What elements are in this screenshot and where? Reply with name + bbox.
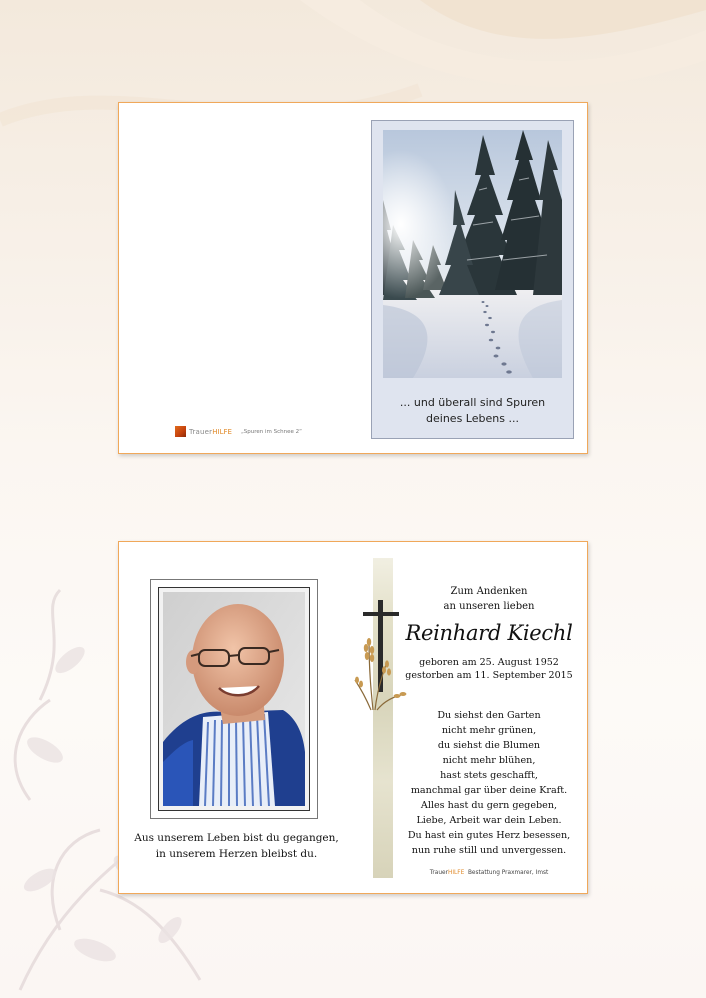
poem-line: Du siehst den Garten	[437, 710, 541, 721]
portrait-frame	[150, 579, 318, 819]
death-date: gestorben am 11. September 2015	[405, 670, 573, 681]
left-quote-line1: Aus unserem Leben bist du gegangen,	[134, 832, 339, 844]
intro-text	[404, 584, 574, 614]
intro-line1: Zum Andenken	[450, 586, 528, 597]
front-quote-line1: ... und überall sind Spuren	[399, 396, 546, 409]
memorial-card-front	[118, 102, 588, 454]
front-quote-line2: deines Lebens ...	[426, 412, 519, 425]
poem-line: Du hast ein gutes Herz besessen,	[407, 830, 571, 841]
poem-line: Liebe, Arbeit war dein Leben.	[416, 815, 562, 826]
snow-forest-photo	[383, 130, 562, 378]
memorial-poem	[404, 708, 574, 858]
poem-line: Alles hast du gern gegeben,	[420, 800, 558, 811]
intro-line2: an unseren lieben	[443, 601, 535, 612]
left-quote	[119, 830, 354, 862]
memorial-card-inside	[118, 541, 588, 894]
birth-date: geboren am 25. August 1952	[419, 657, 559, 668]
portrait-inner-frame	[158, 587, 310, 811]
life-dates	[404, 656, 574, 682]
poem-line: nicht mehr blühen,	[442, 755, 536, 766]
motif-caption: „Spuren im Schnee 2“	[240, 428, 302, 435]
logo-brand-accent: HILFE	[212, 427, 232, 436]
footer-brand-accent: HILFE	[447, 870, 465, 876]
poem-line: manchmal gar über deine Kraft.	[410, 785, 568, 796]
card-footer	[404, 870, 574, 876]
logo-icon	[175, 426, 186, 437]
poem-line: hast stets geschafft,	[440, 770, 538, 781]
poem-line: nun ruhe still und unvergessen.	[411, 845, 567, 856]
left-quote-line2: in unserem Herzen bleibst du.	[155, 848, 318, 860]
trauerhilfe-logo	[175, 426, 302, 437]
front-quote	[372, 395, 573, 427]
portrait-photo	[163, 592, 305, 806]
poem-line: du siehst die Blumen	[437, 740, 541, 751]
front-image-panel	[371, 120, 574, 439]
footer-company: Bestattung Praxmarer, Imst	[467, 870, 549, 876]
footer-brand: Trauer	[429, 870, 448, 876]
deceased-name: Reinhard Kiechl	[405, 621, 573, 645]
poem-line: nicht mehr grünen,	[441, 725, 537, 736]
logo-brand: Trauer	[189, 427, 213, 436]
